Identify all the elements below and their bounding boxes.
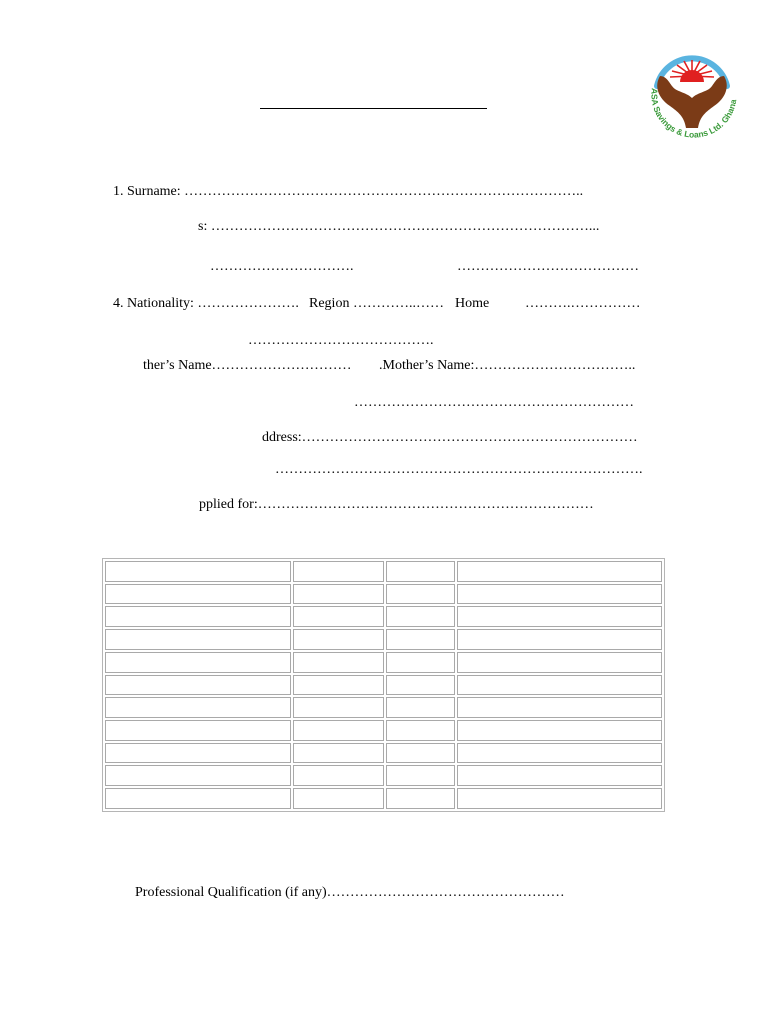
table-row xyxy=(105,606,662,627)
table-row xyxy=(105,629,662,650)
region-field[interactable]: Region …………..…… xyxy=(309,296,444,311)
table-cell[interactable] xyxy=(386,606,455,627)
table-cell[interactable] xyxy=(386,788,455,809)
table-row xyxy=(105,561,662,582)
table-cell[interactable] xyxy=(457,743,662,764)
table-cell[interactable] xyxy=(386,743,455,764)
table-cell[interactable] xyxy=(386,584,455,605)
nationality-field[interactable]: 4. Nationality: …………………. xyxy=(113,296,299,311)
table-cell[interactable] xyxy=(293,697,384,718)
table-row xyxy=(105,765,662,786)
applied-for-field[interactable]: pplied for:……………………………………………………………… xyxy=(199,497,594,512)
table-cell[interactable] xyxy=(386,697,455,718)
table-cell[interactable] xyxy=(105,788,291,809)
professional-qualification-field[interactable]: Professional Qualification (if any)…………………………………………… xyxy=(135,885,565,900)
table-cell[interactable] xyxy=(457,675,662,696)
row7-field[interactable]: …………………………………………………… xyxy=(354,395,634,410)
table-cell[interactable] xyxy=(105,561,291,582)
table-cell[interactable] xyxy=(293,675,384,696)
table-cell[interactable] xyxy=(293,765,384,786)
names-field[interactable]: s: ………………………………………………………………………... xyxy=(198,219,600,234)
table-cell[interactable] xyxy=(457,788,662,809)
table-cell[interactable] xyxy=(293,584,384,605)
table-cell[interactable] xyxy=(386,561,455,582)
table-row xyxy=(105,675,662,696)
row3-right-field[interactable]: ………………………………… xyxy=(457,259,639,274)
address-field[interactable]: ddress:……………………………………………………………… xyxy=(262,430,638,445)
table-cell[interactable] xyxy=(293,720,384,741)
table-cell[interactable] xyxy=(457,584,662,605)
table-cell[interactable] xyxy=(105,720,291,741)
table-cell[interactable] xyxy=(105,743,291,764)
table-cell[interactable] xyxy=(105,675,291,696)
table-cell[interactable] xyxy=(386,675,455,696)
table-cell[interactable] xyxy=(386,629,455,650)
table-cell[interactable] xyxy=(386,652,455,673)
table-row xyxy=(105,652,662,673)
table-cell[interactable] xyxy=(105,697,291,718)
table-cell[interactable] xyxy=(457,561,662,582)
table-row xyxy=(105,743,662,764)
home-label: Home xyxy=(455,296,490,311)
table-cell[interactable] xyxy=(293,788,384,809)
table-cell[interactable] xyxy=(293,743,384,764)
table-cell[interactable] xyxy=(105,765,291,786)
table-cell[interactable] xyxy=(105,584,291,605)
table-cell[interactable] xyxy=(386,765,455,786)
row3-left-field[interactable]: …………………………. xyxy=(210,259,354,274)
table-cell[interactable] xyxy=(457,720,662,741)
table-cell[interactable] xyxy=(457,697,662,718)
asa-logo-icon xyxy=(640,46,744,150)
blank-table xyxy=(102,558,665,812)
address-continued-field[interactable]: ……………………………………………………………………. xyxy=(275,462,643,477)
table-cell[interactable] xyxy=(386,720,455,741)
table-cell[interactable] xyxy=(293,606,384,627)
table-cell[interactable] xyxy=(293,561,384,582)
title-underline xyxy=(260,108,487,109)
svg-text:ASA Savings & Loans Ltd. Ghana: ASA Savings & Loans Ltd. Ghana xyxy=(649,87,739,140)
table-cell[interactable] xyxy=(293,652,384,673)
table-cell[interactable] xyxy=(105,606,291,627)
row5-field[interactable]: …………………………………. xyxy=(248,333,434,348)
table-row xyxy=(105,788,662,809)
table-row xyxy=(105,720,662,741)
table-cell[interactable] xyxy=(457,765,662,786)
table-row xyxy=(105,584,662,605)
surname-field[interactable]: 1. Surname: ………………………………………………………………………….. xyxy=(113,184,584,199)
table-cell[interactable] xyxy=(457,652,662,673)
table-grid xyxy=(103,559,664,811)
table-row xyxy=(105,697,662,718)
table-cell[interactable] xyxy=(105,629,291,650)
fathers-name-field[interactable]: ther’s Name………………………… xyxy=(143,358,352,373)
table-cell[interactable] xyxy=(293,629,384,650)
mothers-name-field[interactable]: .Mother’s Name:…………………………….. xyxy=(379,358,636,373)
table-cell[interactable] xyxy=(457,629,662,650)
home-field[interactable]: ……….…………… xyxy=(525,296,641,311)
table-cell[interactable] xyxy=(457,606,662,627)
table-cell[interactable] xyxy=(105,652,291,673)
